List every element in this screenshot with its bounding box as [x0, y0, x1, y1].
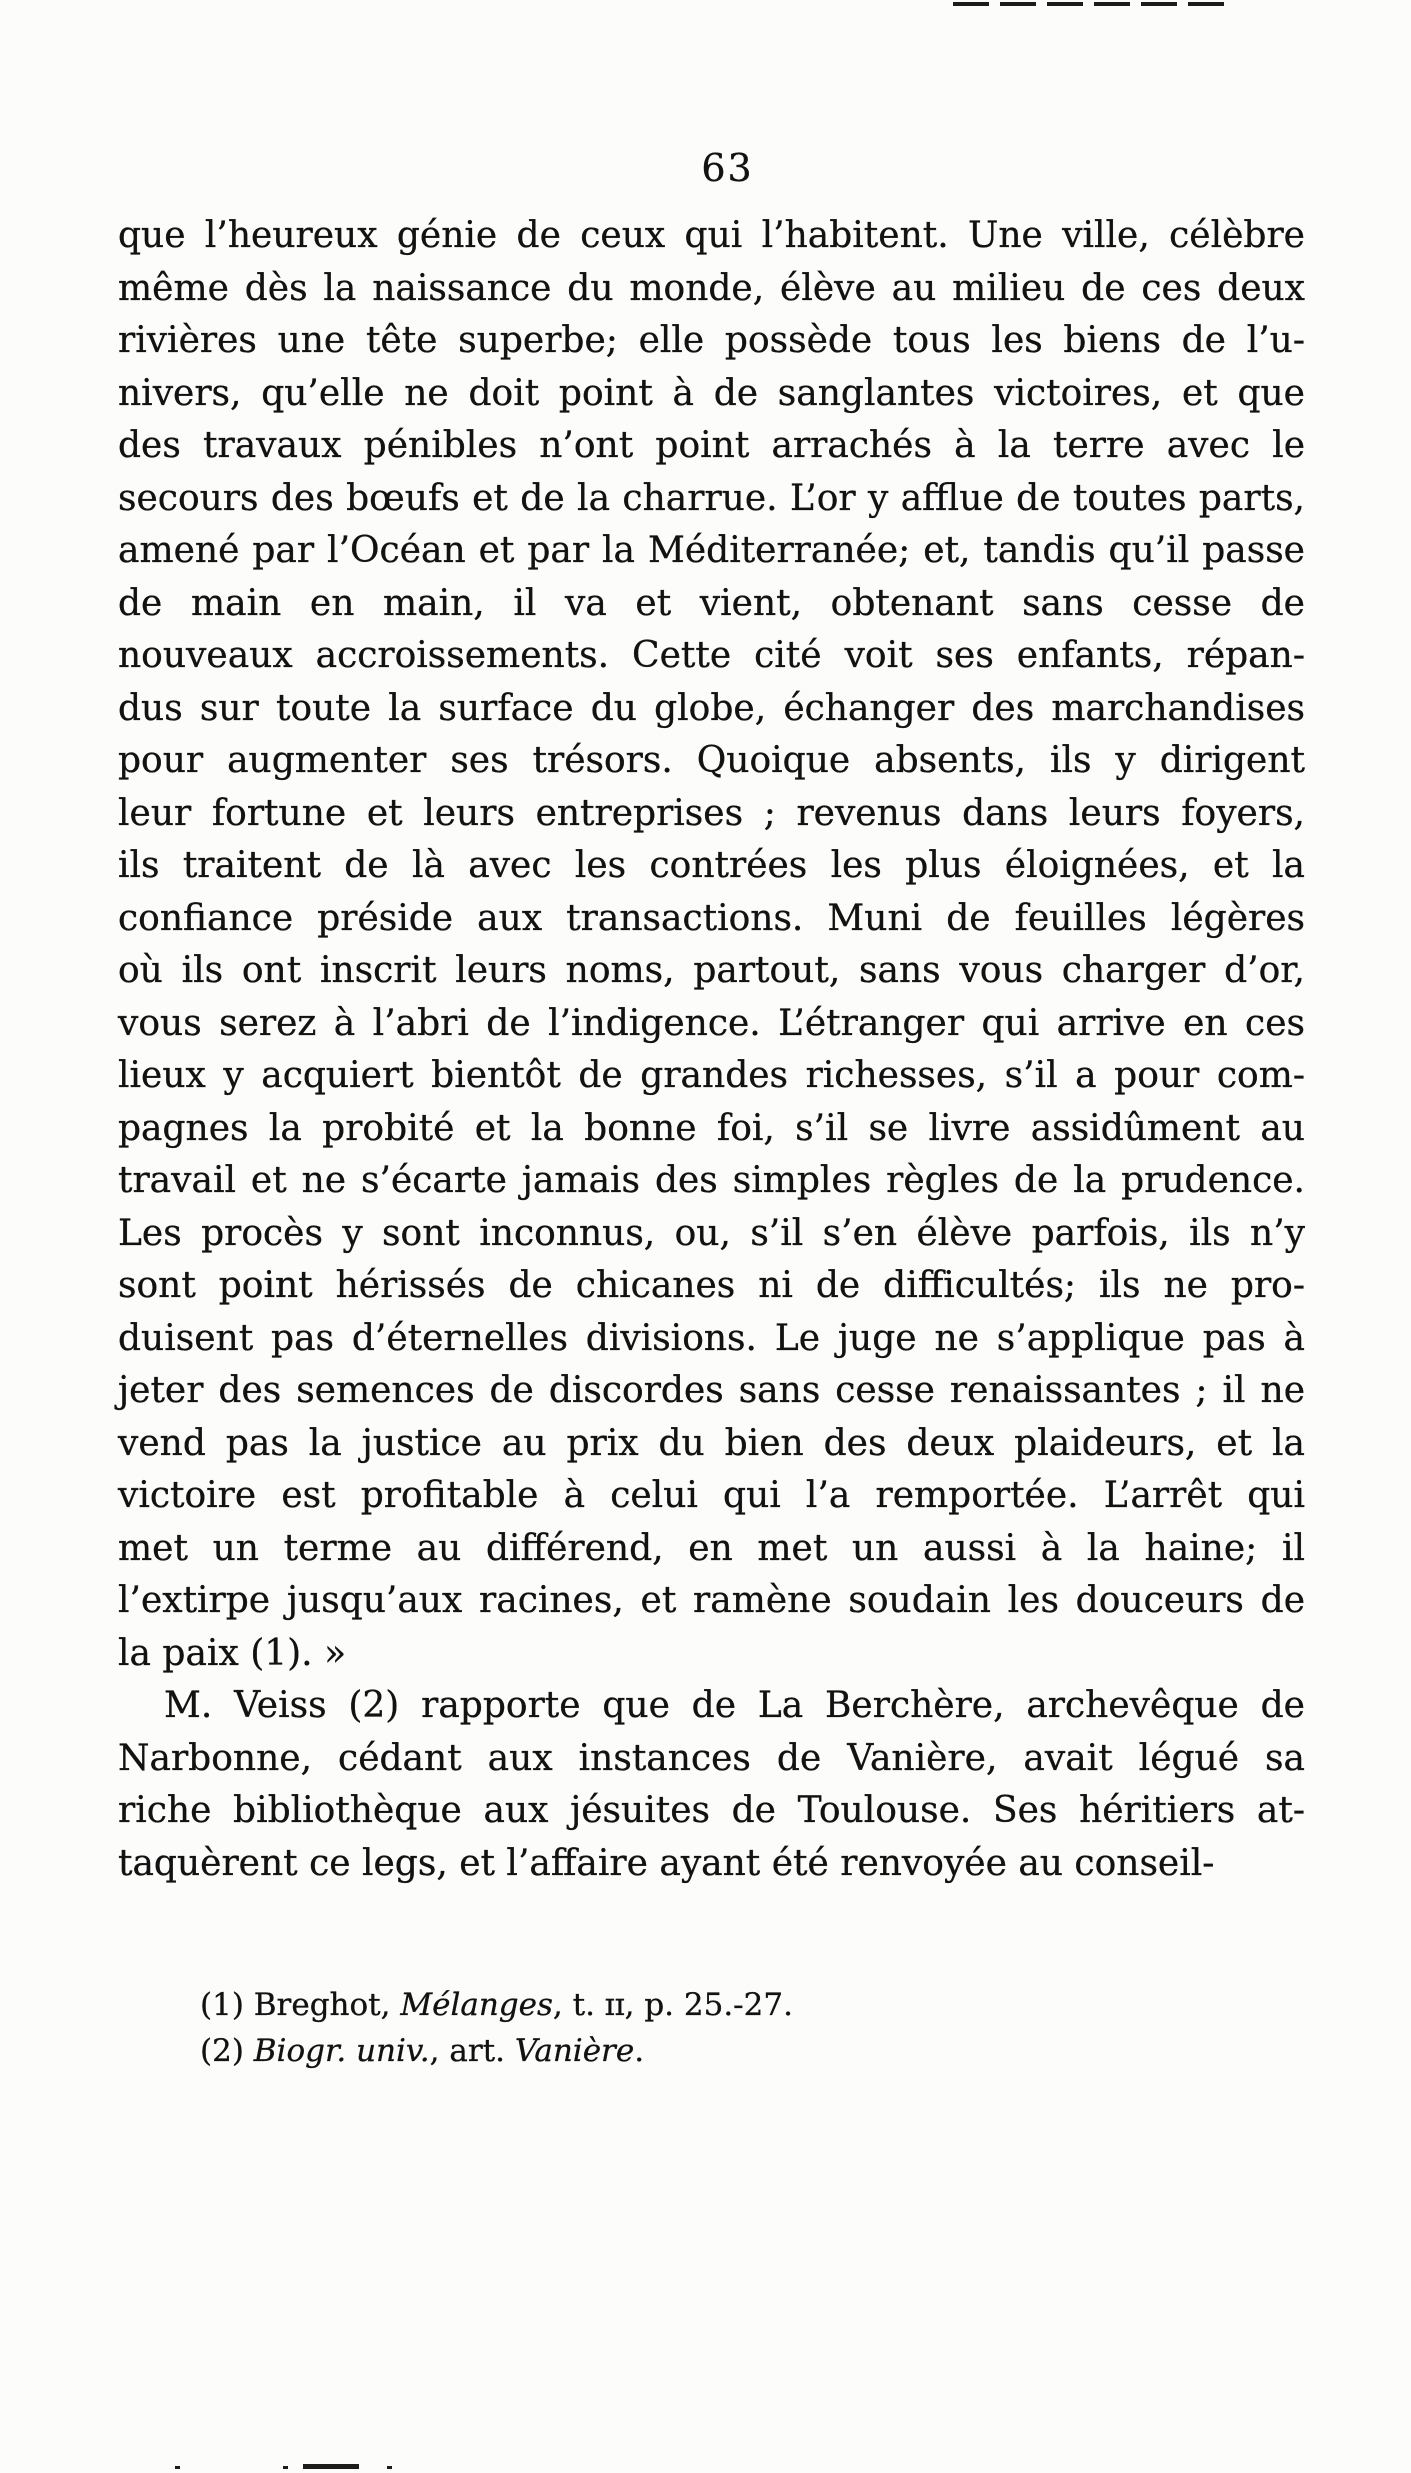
footnote-2 [200, 2028, 1310, 2074]
text-line: pagnes la probité et la bonne foi, s’il se livre assidûment au [118, 1107, 1305, 1149]
footnote-2-reference: , art. [429, 2033, 515, 2069]
text-line: jeter des semences de discordes sans cesse renaissantes ; il ne [118, 1370, 1305, 1411]
text-line: vous serez à l’abri de l’indigence. L’étranger qui arrive en ces [118, 1002, 1305, 1044]
text-line: même dès la naissance du monde, élève au milieu de ces deux [118, 267, 1305, 309]
text-line: nouveaux accroissements. Cette cité voit ses enfants, répan- [118, 635, 1305, 676]
scan-speck [283, 2466, 288, 2469]
text-line: vend pas la justice au prix du bien des deux plaideurs, et la [118, 1422, 1305, 1464]
text-line: Les procès y sont inconnus, ou, s’il s’en élève parfois, ils n’y [118, 1212, 1305, 1254]
text-line: que l’heureux génie de ceux qui l’habitent. Une ville, célèbre [118, 215, 1305, 256]
text-line: de main en main, il va et vient, obtenant sans cesse de [118, 582, 1305, 624]
page-number: 63 [701, 146, 754, 190]
scan-artifact-top-line [953, 2, 1227, 6]
text-line: secours des bœufs et de la charrue. L’or y afflue de toutes parts, [118, 477, 1305, 519]
text-line: Narbonne, cédant aux instances de Vanière, avait légué sa [118, 1737, 1305, 1779]
footnote-1-work-title: Mélanges [400, 1987, 553, 2023]
footnote-1 [200, 1982, 1310, 2028]
text-line: confiance préside aux transactions. Muni de feuilles légères [118, 897, 1305, 939]
text-line: où ils ont inscrit leurs noms, partout, sans vous charger d’or, [118, 950, 1305, 991]
scan-speck [387, 2466, 392, 2469]
text-line: des travaux pénibles n’ont point arrachés à la terre avec le [118, 425, 1305, 466]
text-line: M. Veiss (2) rapporte que de La Berchère, archevêque de [164, 1685, 1305, 1726]
footnote-1-text: (1) Breghot, [200, 1987, 401, 2023]
paragraph-2 [118, 1680, 1305, 1890]
text-line: ils traitent de là avec les contrées les plus éloignées, et la [118, 845, 1305, 886]
text-line: rivières une tête superbe; elle possède tous les biens de l’u- [118, 320, 1305, 361]
text-line: lieux y acquiert bientôt de grandes richesses, s’il a pour com- [118, 1055, 1305, 1096]
text-line: riche bibliothèque aux jésuites de Toulouse. Ses héritiers at- [118, 1790, 1305, 1831]
page-body [118, 210, 1305, 1890]
footnote-2-article: Vanière [514, 2033, 635, 2069]
text-line: sont point hérissés de chicanes ni de difficultés; ils ne pro- [118, 1265, 1305, 1306]
text-line: la paix (1). » [118, 1632, 347, 1674]
scan-dash [303, 2464, 359, 2469]
text-line: dus sur toute la surface du globe, échanger des marchandises [118, 687, 1305, 729]
text-line: met un terme au différend, en met un aussi à la haine; il [118, 1527, 1305, 1569]
footnotes [200, 1982, 1310, 2074]
text-line: travail et ne s’écarte jamais des simples règles de la prudence. [118, 1160, 1305, 1201]
footnote-2-work-title: Biogr. univ. [253, 2033, 430, 2069]
text-line: nivers, qu’elle ne doit point à de sanglantes victoires, et que [118, 372, 1305, 414]
footnote-2-text: (2) [200, 2033, 254, 2069]
footnote-1-reference: , t. ɪɪ, p. 25.-27. [552, 1987, 793, 2023]
text-line: duisent pas d’éternelles divisions. Le juge ne s’applique pas à [118, 1317, 1305, 1359]
scan-speck [175, 2466, 180, 2469]
text-line: amené par l’Océan et par la Méditerranée; et, tandis qu’il passe [118, 530, 1305, 571]
text-line: pour augmenter ses trésors. Quoique absents, ils y dirigent [118, 740, 1305, 781]
paragraph-1 [118, 210, 1305, 1680]
footnote-2-end: . [634, 2033, 645, 2069]
text-line: victoire est profitable à celui qui l’a remportée. L’arrêt qui [118, 1475, 1305, 1516]
text-line: leur fortune et leurs entreprises ; revenus dans leurs foyers, [118, 792, 1305, 834]
text-line: l’extirpe jusqu’aux racines, et ramène soudain les douceurs de [118, 1580, 1305, 1621]
text-line: taquèrent ce legs, et l’affaire ayant été renvoyée au conseil- [118, 1842, 1215, 1884]
